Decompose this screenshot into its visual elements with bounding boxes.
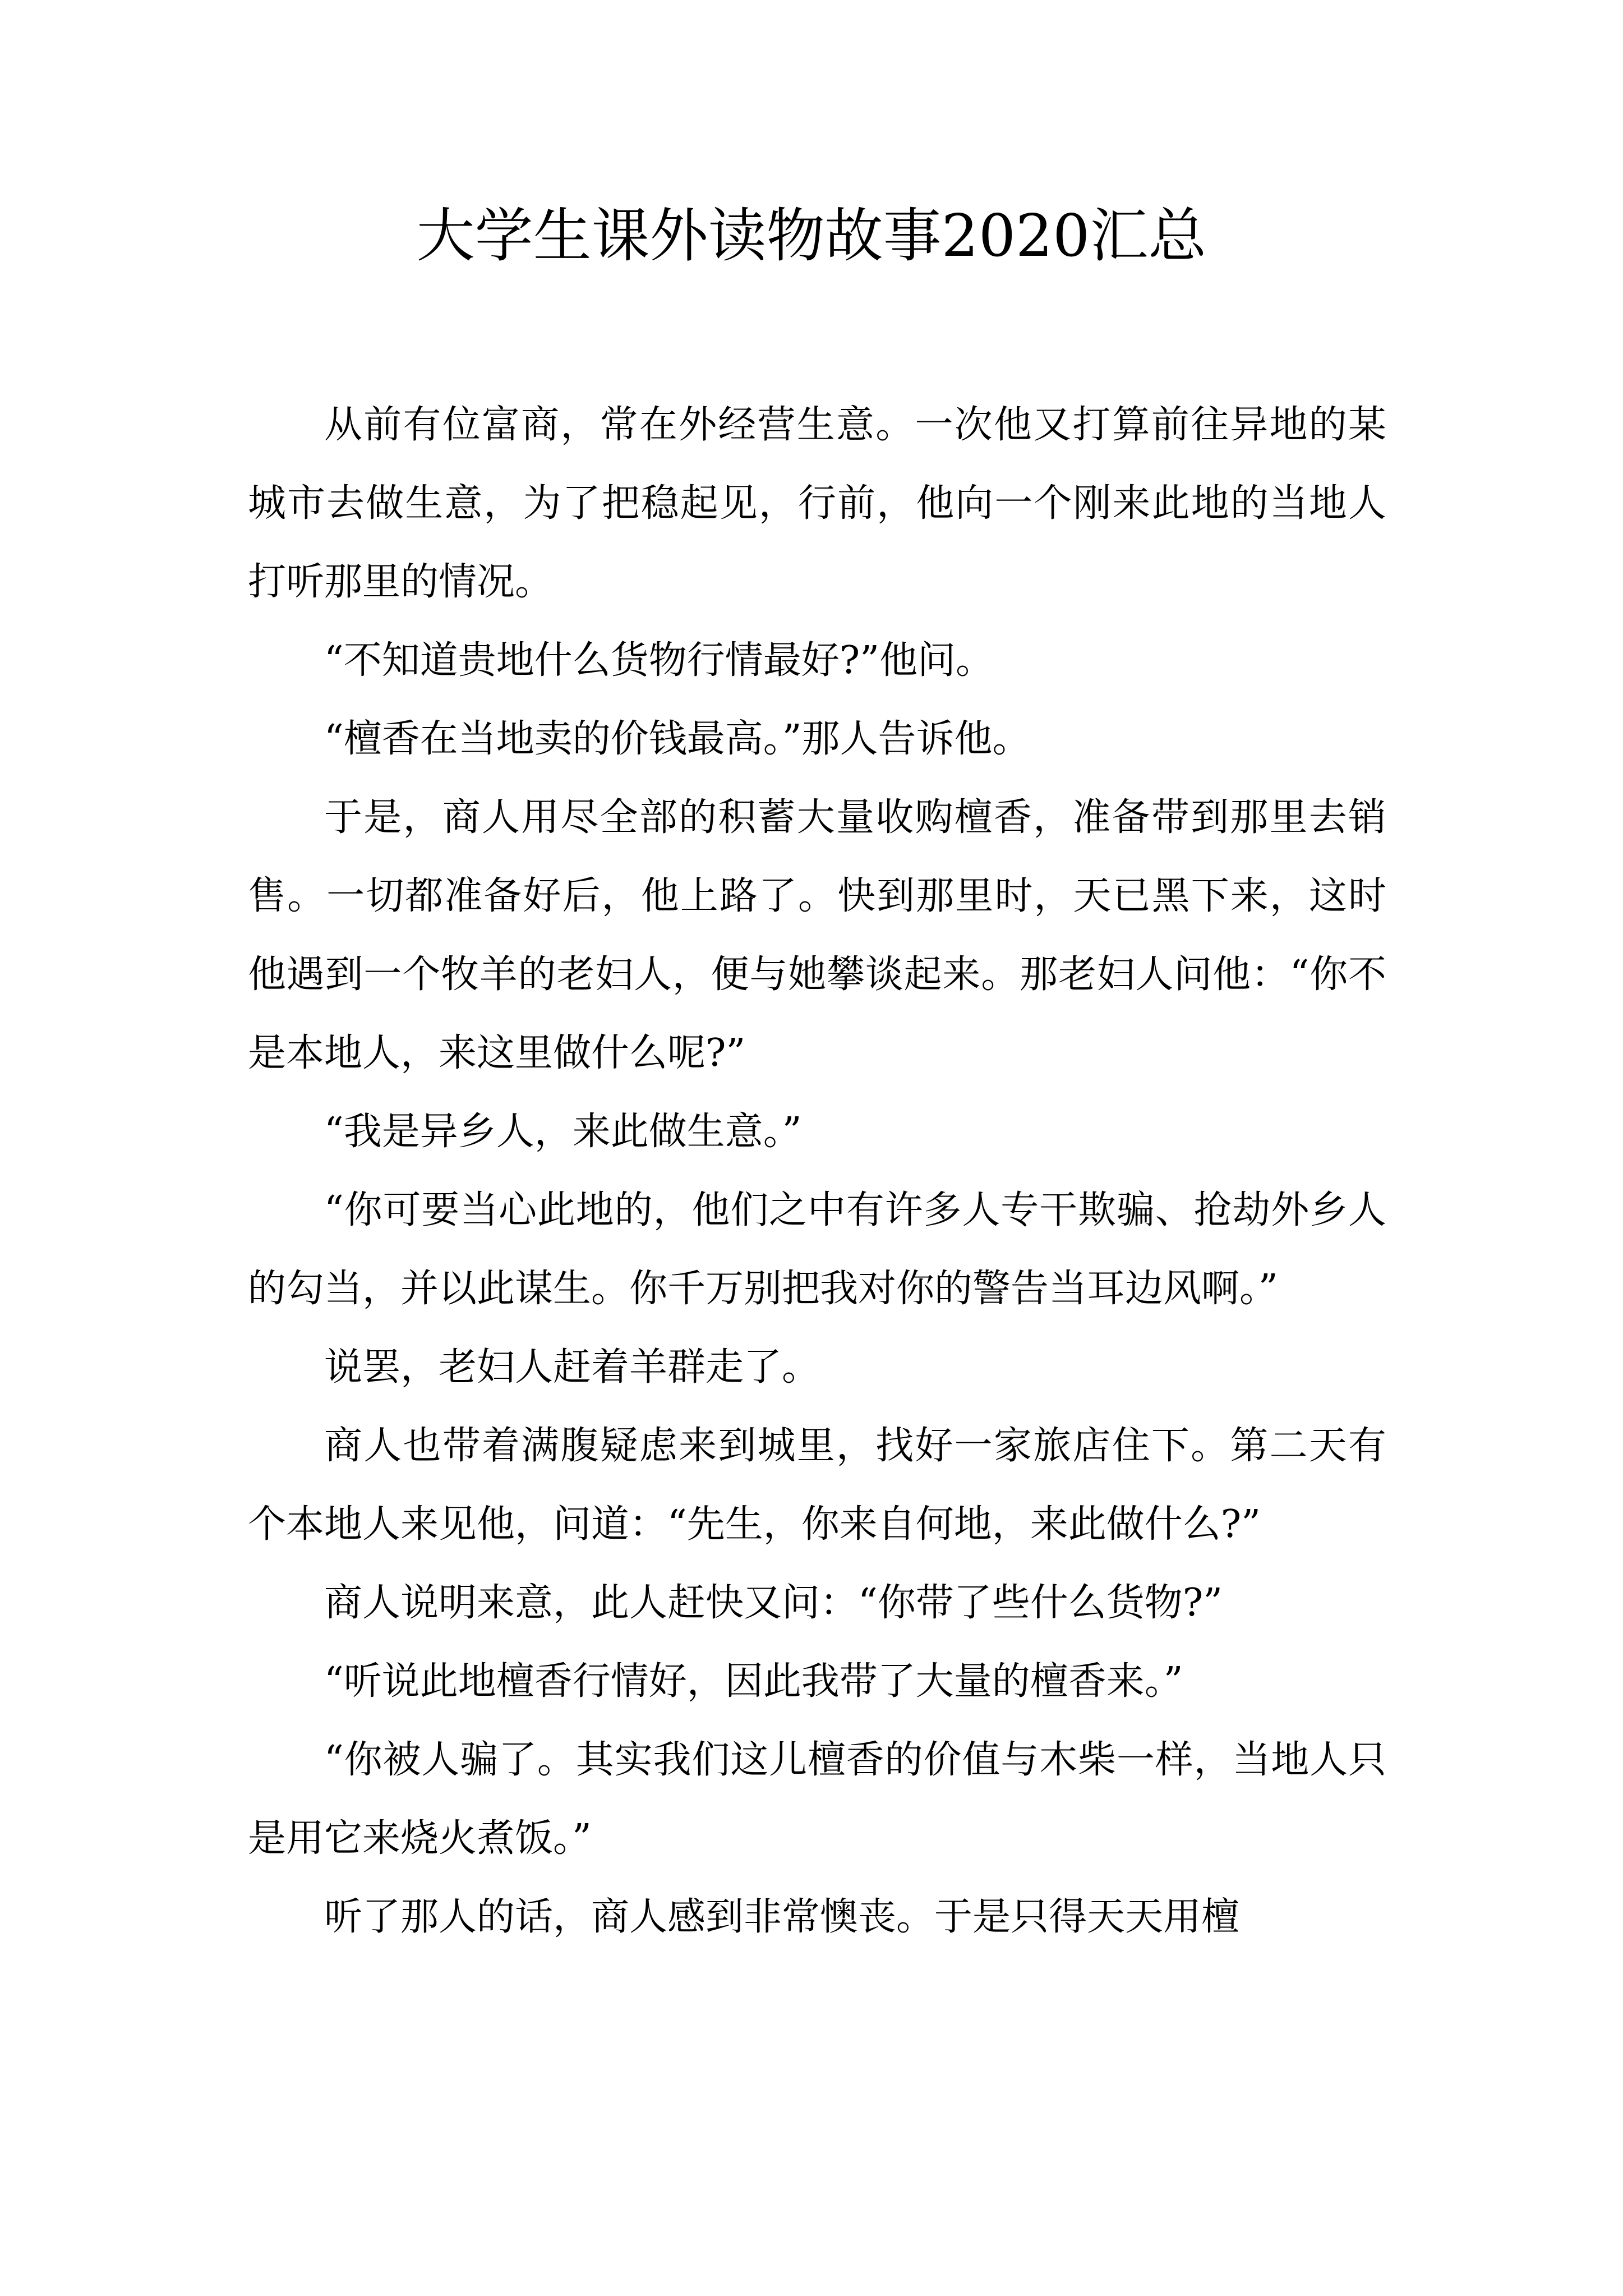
paragraph: “你被人骗了。其实我们这儿檀香的价值与木柴一样，当地人只是用它来烧火煮饭。”	[248, 1738, 1386, 1861]
paragraph: “听说此地檀香行情好，因此我带了大量的檀香来。”	[324, 1659, 1183, 1704]
paragraph: “你可要当心此地的，他们之中有许多人专干欺骗、抢劫外乡人的勾当，并以此谋生。你千万别把我对你的警告当耳边风啊。”	[248, 1188, 1386, 1311]
document-title: 大学生课外读物故事2020汇总	[416, 201, 1207, 270]
paragraph: 听了那人的话，商人感到非常懊丧。于是只得天天用檀	[324, 1895, 1240, 1939]
paragraph: 从前有位富商，常在外经营生意。一次他又打算前往异地的某城市去做生意，为了把稳起见，行前，他向一个刚来此地的当地人打听那里的情况。	[248, 403, 1386, 604]
paragraph: 于是，商人用尽全部的积蓄大量收购檀香，准备带到那里去销售。一切都准备好后，他上路了。快到那里时，天已黑下来，这时他遇到一个牧羊的老妇人，便与她攀谈起来。那老妇人问他：“你不是本地人，来这里做什么呢?”	[248, 795, 1386, 1075]
paragraph: “我是异乡人，来此做生意。”	[324, 1110, 802, 1154]
paragraph: “檀香在当地卖的价钱最高。”那人告诉他。	[324, 717, 1031, 761]
paragraph: 商人说明来意，此人赶快又问：“你带了些什么货物?”	[324, 1581, 1223, 1625]
paragraph: 商人也带着满腹疑虑来到城里，找好一家旅店住下。第二天有个本地人来见他，问道：“先生，你来自何地，来此做什么?”	[248, 1424, 1386, 1547]
paragraph: “不知道贵地什么货物行情最好?”他问。	[324, 638, 994, 683]
paragraph: 说罢，老妇人赶着羊群走了。	[324, 1345, 820, 1389]
document-body	[248, 386, 1386, 1957]
